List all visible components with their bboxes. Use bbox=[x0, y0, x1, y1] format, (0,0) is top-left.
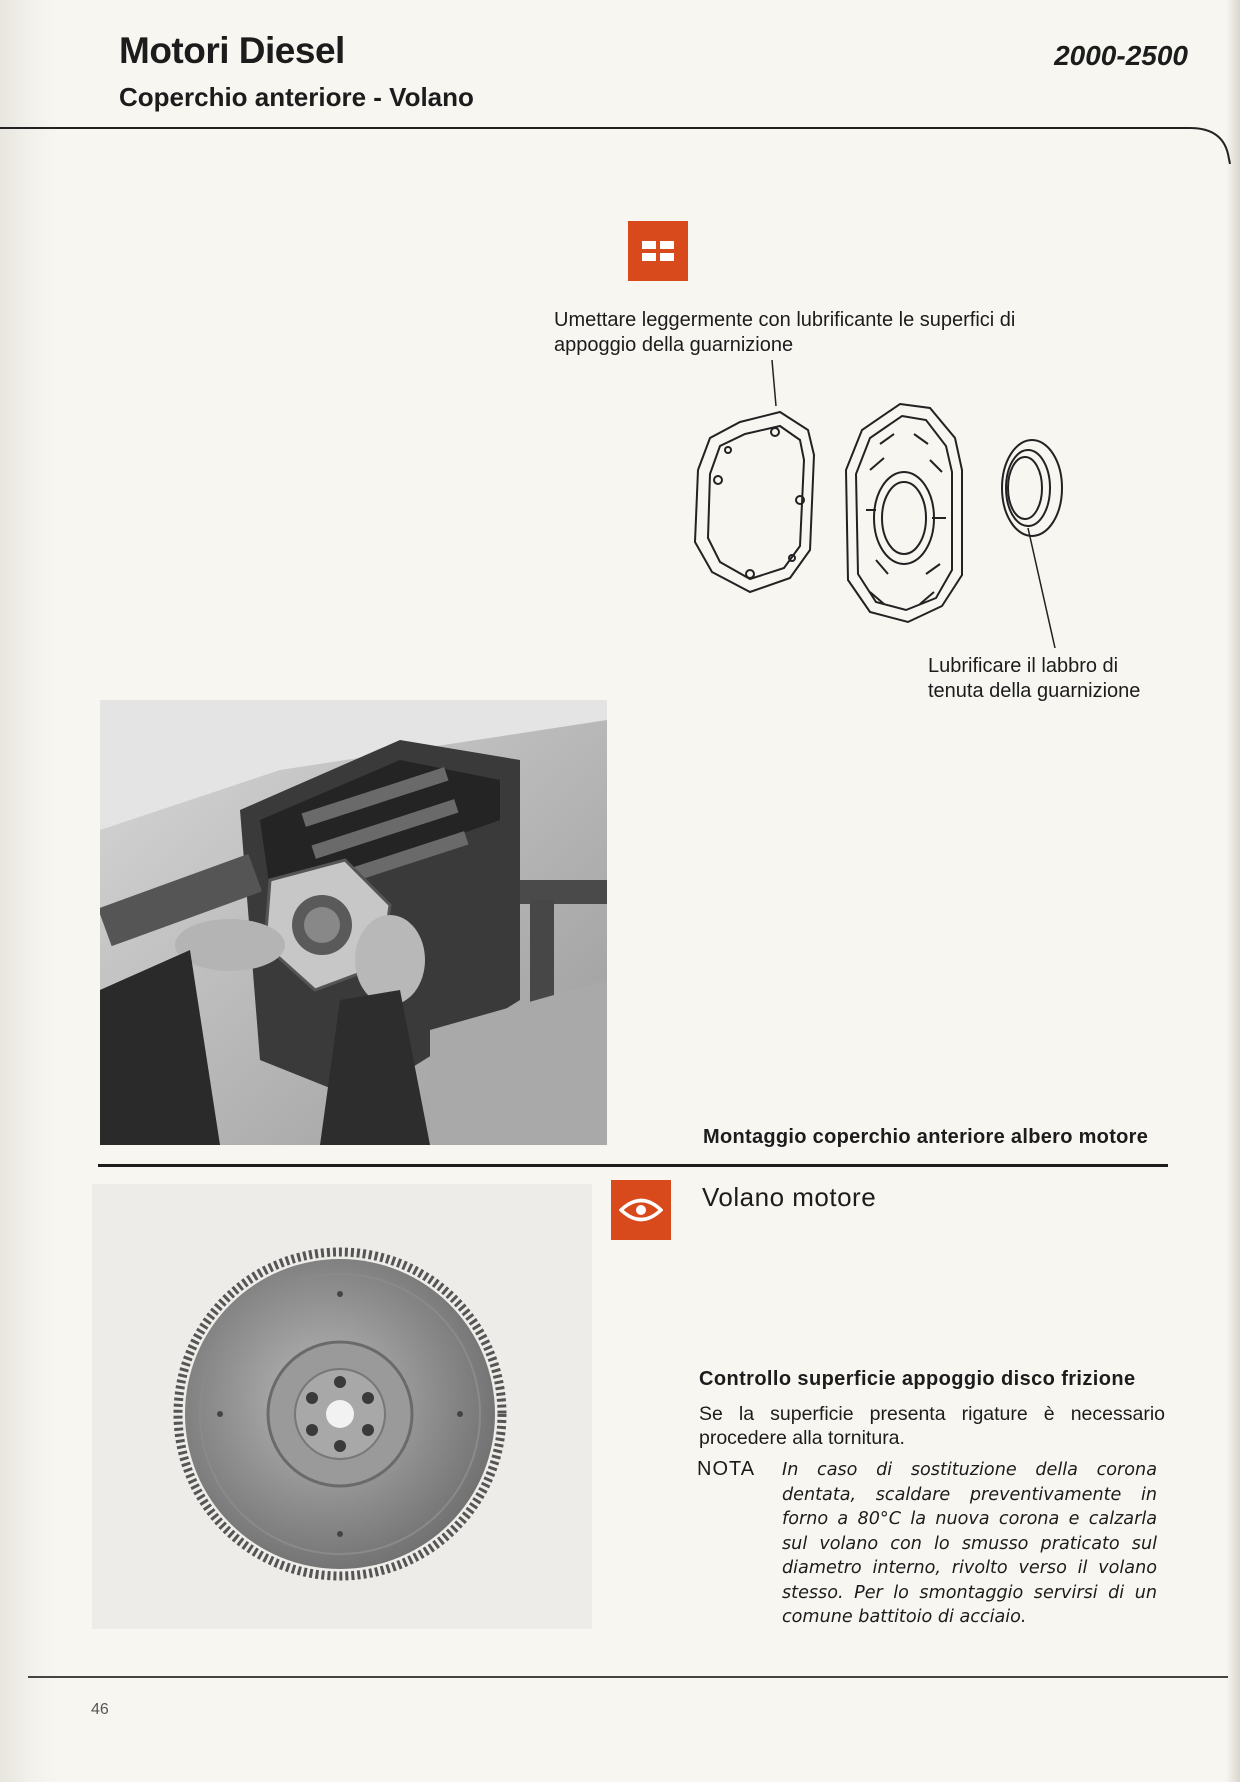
page-subtitle: Coperchio anteriore - Volano bbox=[119, 82, 474, 112]
page-title: Motori Diesel bbox=[119, 30, 345, 71]
note-body: In caso di sostituzione della corona dentata, scaldare preventivamente in forno a 80°C la nuova corona e calzarla sul volano con lo smusso praticato sul diametro interno, rivolto verso il volano stesso. Per lo smontaggio servirsi di un comune battitoio di acciaio. bbox=[782, 1460, 1157, 1627]
callout-lubricate-surfaces: Umettare leggermente con lubrificante le superfici di appoggio della guarnizione bbox=[554, 309, 1016, 356]
check-body: Se la superficie presenta rigature è necessario procedere alla tornitura. bbox=[699, 1403, 1165, 1449]
oil-seal-drawing bbox=[1002, 440, 1062, 536]
engine-block-photo bbox=[100, 700, 607, 1145]
callout-lubricate-seal-lip: Lubrificare il labbro di tenuta della guarnizione bbox=[928, 655, 1141, 702]
photo-caption: Montaggio coperchio anteriore albero motore bbox=[703, 1126, 1149, 1148]
section-title-volano: Volano motore bbox=[702, 1182, 877, 1212]
section-divider bbox=[98, 1164, 1168, 1167]
flywheel-photo bbox=[92, 1184, 592, 1629]
eye-icon bbox=[611, 1180, 671, 1240]
page-binding-edge bbox=[0, 0, 58, 1782]
page-number: 46 bbox=[91, 1701, 109, 1718]
leader-line-top bbox=[772, 360, 776, 406]
note-label: NOTA bbox=[697, 1458, 756, 1480]
front-cover-drawing bbox=[846, 404, 962, 622]
header-rule bbox=[0, 124, 1236, 164]
page-right-edge bbox=[1226, 0, 1240, 1782]
cover-gasket-seal-diagram bbox=[680, 360, 1120, 680]
footer-rule bbox=[28, 1676, 1228, 1678]
model-range: 2000-2500 bbox=[1054, 40, 1188, 71]
leader-line-bottom bbox=[1028, 528, 1055, 648]
gasket-drawing bbox=[695, 412, 814, 592]
assembly-icon bbox=[628, 221, 688, 281]
check-heading: Controllo superficie appoggio disco frizione bbox=[699, 1368, 1136, 1390]
